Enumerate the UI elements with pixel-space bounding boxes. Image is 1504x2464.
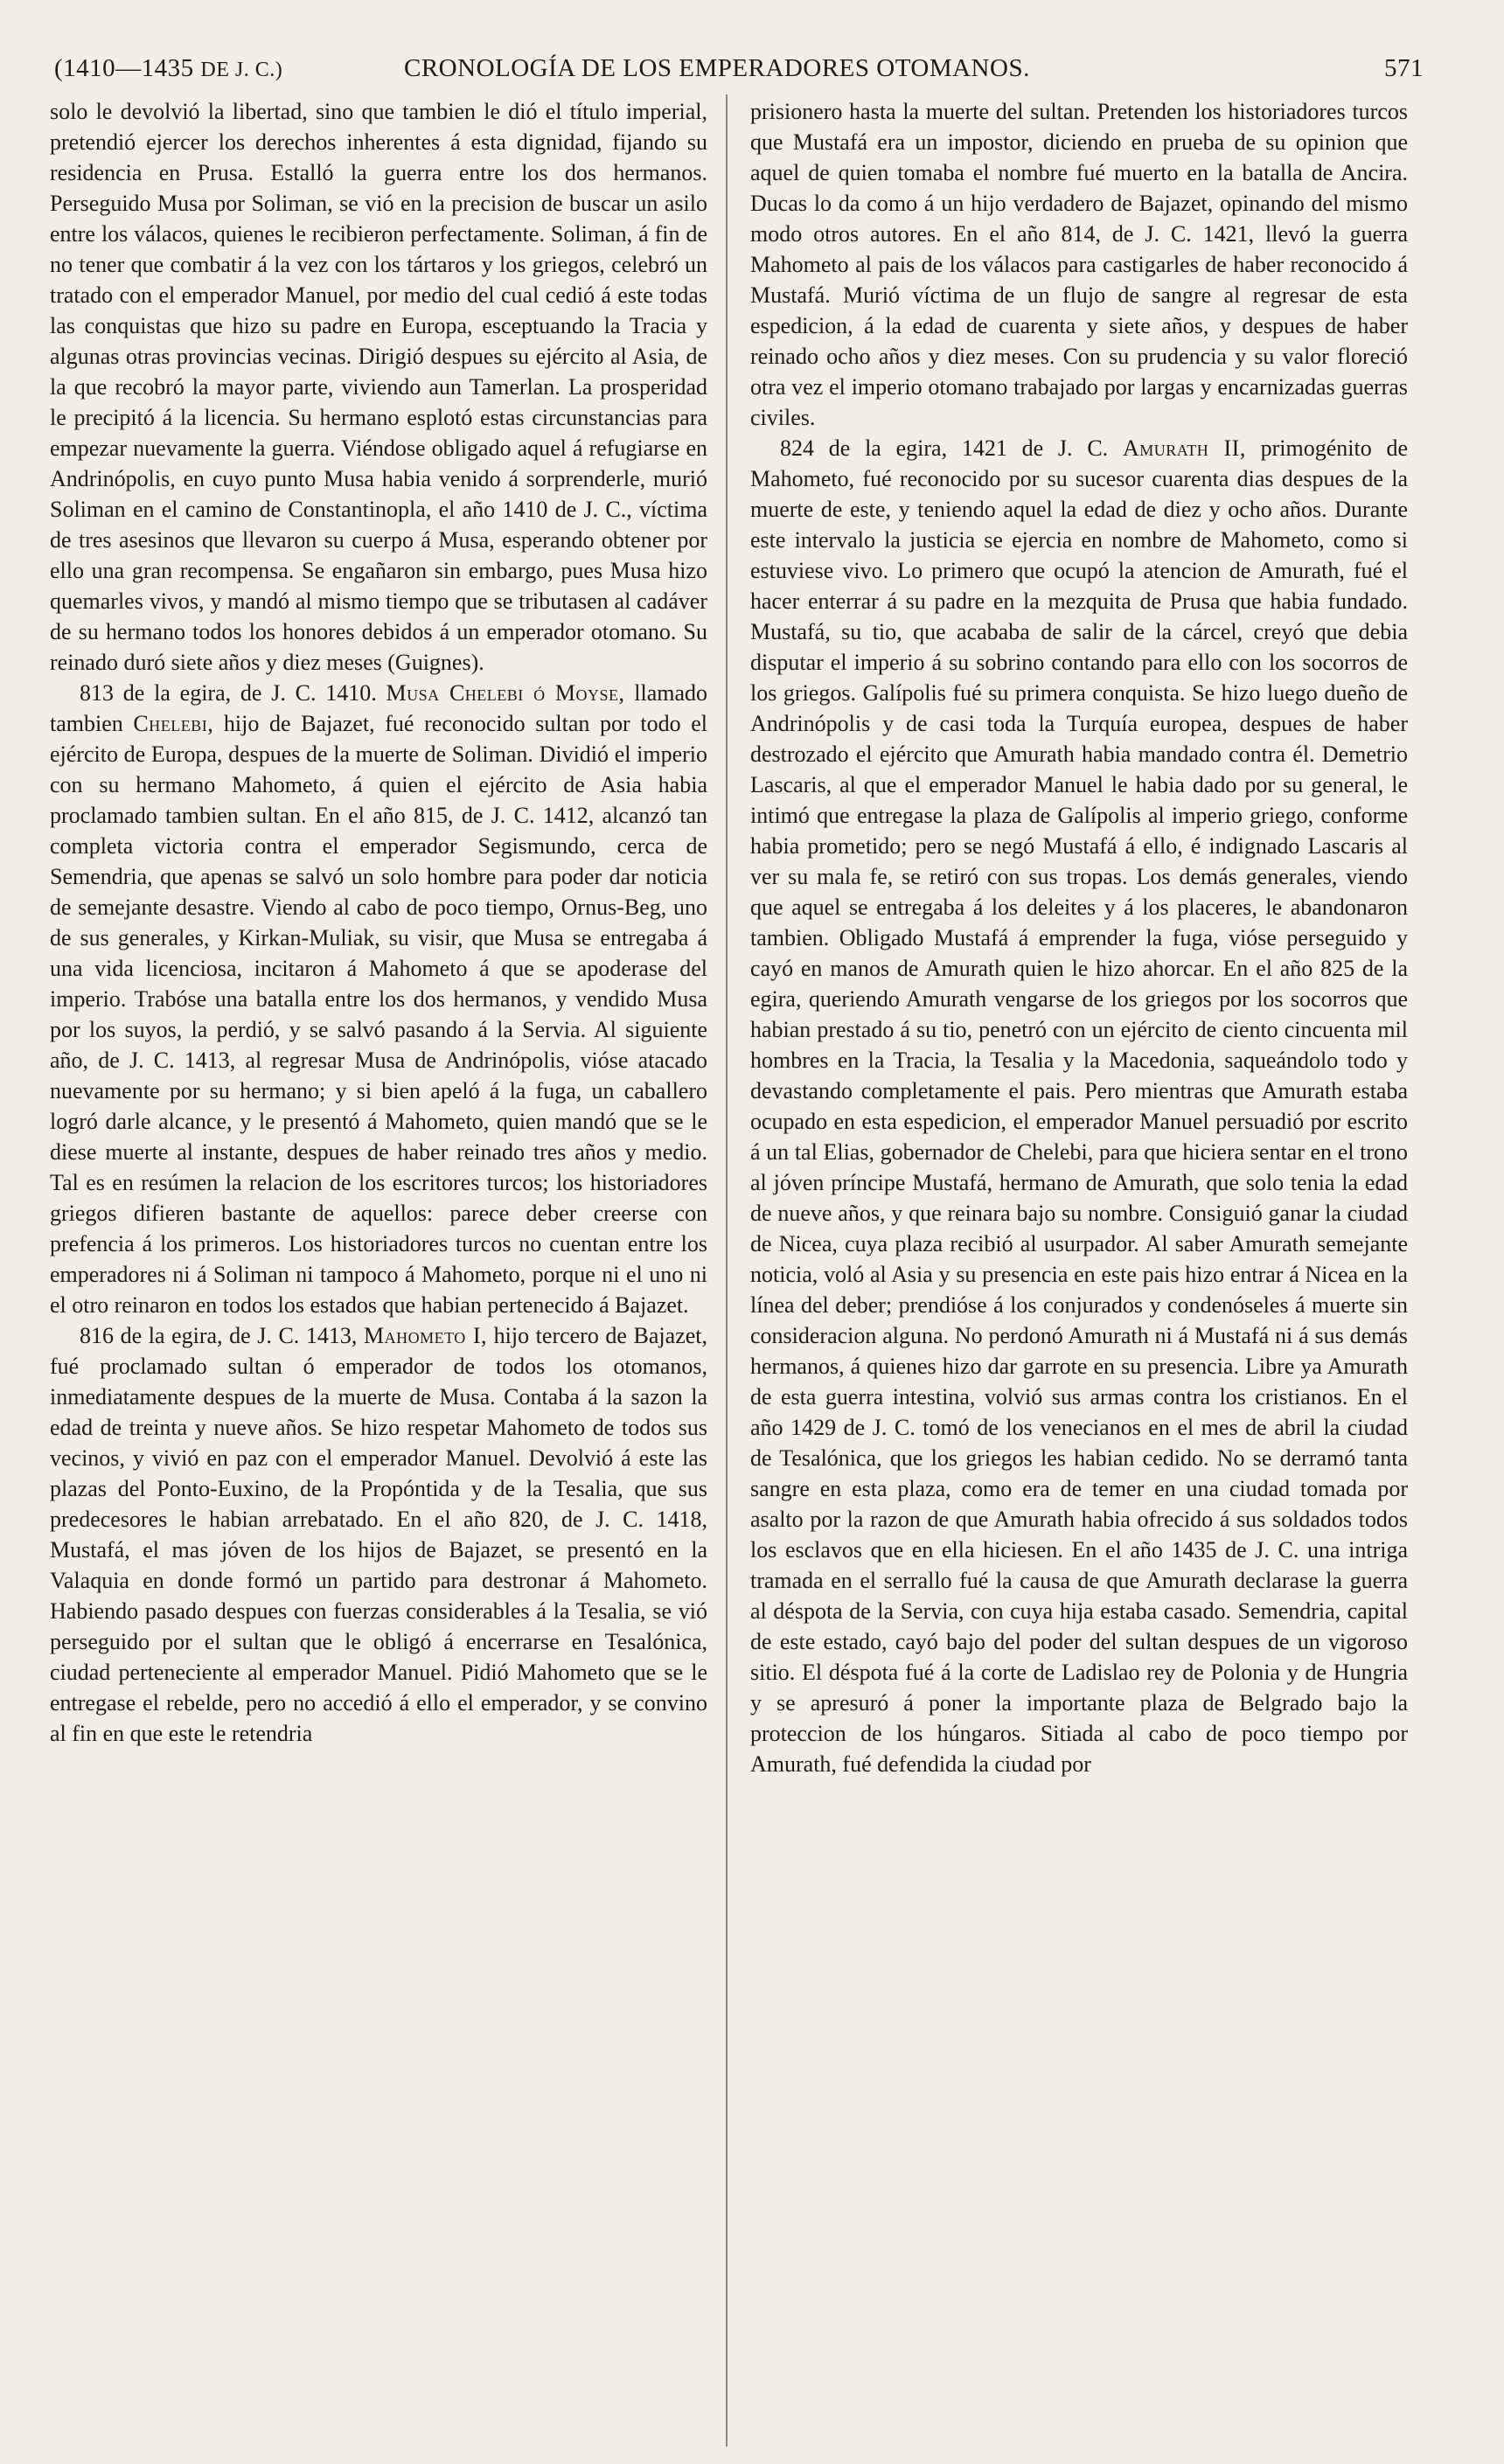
paragraph <box>50 678 707 1320</box>
header-date-range <box>54 54 282 83</box>
page-number: 571 <box>1384 54 1424 82</box>
header-era: DE J. C.) <box>200 59 283 81</box>
paragraph-text: primogénito de Mahometo, fué reconocido por su sucesor cuarenta dias despues de la muerte de este, y teniendo aquel la edad de diez y ocho años. Durante este intervalo la justicia se ejercia en nombre de Mahometo, como si estuviese vivo. Lo primero que ocupó la atencion de Amurath, fué el hacer enterrar á su padre en la mezquita de Prusa que habia fundado. Mustafá, su tio, que acababa de salir de la cárcel, creyó que debia disputar el imperio á su sobrino contando para ello con los socorros de los griegos. Galípolis fué su primera conquista. Se hizo luego dueño de Andrinópolis y de casi toda la Turquía europea, despues de haber destrozado el ejército que Amurath habia mandado contra él. Demetrio Lascaris, al que el emperador Manuel le habia dado por su general, le intimó que entregase la plaza de Galípolis al imperio griego, conforme habia prometido; pero se negó Mustafá á ello, é indignado Lascaris al ver su mala fe, se retiró con sus tropas. Los demás generales, viendo que aquel se entregaba á los deleites y á los placeres, le abandonaron tambien. Obligado Mustafá á emprender la fuga, vióse perseguido y cayó en manos de Amurath quien le hizo ahorcar. En el año 825 de la egira, queriendo Amurath vengarse de los griegos por los socorros que habian prestado á su tio, penetró con un ejército de ciento cincuenta mil hombres en la Tracia, la Tesalia y la Macedonia, saqueándolo todo y devastando completamente el pais. Pero mientras que Amurath estaba ocupado en esta espedicion, el emperador Manuel persuadió por escrito á un tal Elias, gobernador de Chelebi, para que hiciera sentar en el trono al jóven príncipe Mustafá, hermano de Amurath, que solo tenia la edad de nueve años, y que reinara bajo su nombre. Consiguió ganar la ciudad de Nicea, cuya plaza recibió al usurpador. Al saber Amurath semejante noticia, voló al Asia y su presencia en este pais hizo entrar á Nicea en la línea del deber; prendióse á los conjurados y condenóseles á muerte sin consideracion alguna. No perdonó Amurath ni á Mustafá ni á sus demás hermanos, á quienes hizo dar garrote en su presencia. Libre ya Amurath de esta guerra intestina, volvió sus armas contra los cristianos. En el año 1429 de J. C. tomó de los venecianos en el mes de abril la ciudad de Tesalónica, que los griegos les habian cedido. No se derramó tanta sangre en esta plaza, como era de temer en una ciudad tomada por asalto por la razon de que Amurath habia ofrecido á sus soldados todos los esclavos que en ella hiciesen. En el año 1435 de J. C. una intriga tramada en el serrallo fué la causa de que Amurath declarase la guerra al déspota de la Servia, con cuya hija estaba casado. Semendria, capital de este estado, cayó bajo del poder del sultan despues de un vigoroso sitio. El déspota fué á la corte de Ladislao rey de Polonia y de Hungria y se apresuró á poner la importante plaza de Belgrado bajo la proteccion de los húngaros. Sitiada al cabo de poco tiempo por Amurath, fué defendida la ciudad por <box>750 435 1408 1777</box>
entry-date: 816 de la egira, de J. C. 1413, <box>80 1323 358 1348</box>
left-column <box>50 96 707 2431</box>
column-divider <box>726 94 728 2447</box>
ruler-name: Chelebi, <box>133 711 214 736</box>
ruler-name: Amurath II, <box>1122 435 1246 461</box>
header-title: CRONOLOGÍA DE LOS EMPERADORES OTOMANOS. <box>404 54 1030 82</box>
entry-date: 813 de la egira, de J. C. 1410. <box>80 680 377 706</box>
running-header <box>54 54 1424 91</box>
paragraph <box>50 1320 707 1749</box>
paragraph: solo le devolvió la libertad, sino que tambien le dió el título imperial, pretendió ejercer los derechos inherentes á esta dignidad, fijando su residencia en Prusa. Estalló la guerra entre los dos hermanos. Perseguido Musa por Soliman, se vió en la precision de buscar un asilo entre los válacos, quienes le recibieron perfectamente. Soliman, á fin de no tener que combatir á la vez con los tártaros y los griegos, celebró un tratado con el emperador Manuel, por medio del cual cedió á este todas las conquistas que hizo su padre en Europa, esceptuando la Tracia y algunas otras provincias vecinas. Dirigió despues su ejército al Asia, de la que recobró la mayor parte, viviendo aun Tamerlan. La prosperidad le precipitó á la licencia. Su hermano esplotó estas circunstancias para empezar nuevamente la guerra. Viéndose obligado aquel á refugiarse en Andrinópolis, en cuyo punto Musa habia venido á sorprenderle, murió Soliman en el camino de Constantinopla, el año 1410 de J. C., víctima de tres asesinos que llevaron su cuerpo á Musa, esperando obtener por ello una gran recompensa. Se engañaron sin embargo, pues Musa hizo quemarles vivos, y mandó al mismo tiempo que se tributasen al cadáver de su hermano todos los honores debidos á un emperador otomano. Su reinado duró siete años y diez meses (Guignes). <box>50 99 707 675</box>
paragraph-text: hijo de Bajazet, fué reconocido sultan por todo el ejército de Europa, despues de la muerte de Soliman. Dividió el imperio con su hermano Mahometo, á quien el ejército de Asia habia proclamado tambien sultan. En el año 815, de J. C. 1412, alcanzó tan completa victoria contra el emperador Segismundo, cerca de Semendria, que apenas se salvó un solo hombre para poder dar noticia de semejante desastre. Viendo al cabo de poco tiempo, Ornus-Beg, uno de sus generales, y Kirkan-Muliak, su visir, que Musa se entregaba á una vida licenciosa, incitaron á Mahometo á que se apoderase del imperio. Trabóse una batalla entre los dos hermanos, y vendido Musa por los suyos, la perdió, y se salvó pasando á la Servia. Al siguiente año, de J. C. 1413, al regresar Musa de Andrinópolis, vióse atacado nuevamente por su hermano; y si bien apeló á la fuga, un caballero logró darle alcance, y le presentó á Mahometo, quien mandó que se le diese muerte al instante, despues de haber reinado tres años y medio. Tal es en resúmen la relacion de los escritores turcos; los historiadores griegos difieren bastante de aquellos: parece deber creerse con prefencia á los primeros. Los historiadores turcos no cuentan entre los emperadores ni á Soliman ni tampoco á Mahometo, porque ni el uno ni el otro reinaron en todos los estados que habian pertenecido á Bajazet. <box>50 711 707 1318</box>
paragraph-text: llamado tambien <box>50 680 707 736</box>
entry-date: 824 de la egira, 1421 de J. C. <box>780 435 1109 461</box>
paragraph-text: hijo tercero de Bajazet, fué proclamado sultan ó emperador de todos los otomanos, inmediatamente despues de la muerte de Musa. Contaba á la sazon la edad de treinta y nueve años. Se hizo respetar Mahometo de todos sus vecinos, y vivió en paz con el emperador Manuel. Devolvió á este las plazas del Ponto-Euxino, de la Propóntida y de la Tesalia, que sus predecesores le habian arrebatado. En el año 820, de J. C. 1418, Mustafá, el mas jóven de los hijos de Bajazet, se presentó en la Valaquia en donde formó un partido para destronar á Mahometo. Habiendo pasado despues con fuerzas considerables á la Tesalia, se vió perseguido por el sultan que le obligó á encerrarse en Tesalónica, ciudad perteneciente al emperador Manuel. Pidió Mahometo que se le entregase el rebelde, pero no accedió á ello el emperador, y se convino al fin en que este le retendria <box>50 1323 707 1746</box>
ruler-name: Musa Chelebi ó Moyse, <box>386 680 625 706</box>
right-column <box>750 96 1408 2431</box>
ruler-name: Mahometo I, <box>364 1323 488 1348</box>
header-years: (1410—1435 <box>54 54 194 82</box>
paragraph <box>750 433 1408 1779</box>
paragraph: prisionero hasta la muerte del sultan. Pretenden los historiadores turcos que Mustafá era un impostor, diciendo en prueba de su opinion que aquel de quien tomaba el nombre fué muerto en la batalla de Ancira. Ducas lo da como á un hijo verdadero de Bajazet, opinando del mismo modo otros autores. En el año 814, de J. C. 1421, llevó la guerra Mahometo al pais de los válacos para castigarles de haber reconocido á Mustafá. Murió víctima de un flujo de sangre al regresar de esta espedicion, á la edad de cuarenta y siete años, y despues de haber reinado ocho años y diez meses. Con su prudencia y su valor floreció otra vez el imperio otomano trabajado por largas y encarnizadas guerras civiles. <box>750 99 1408 430</box>
